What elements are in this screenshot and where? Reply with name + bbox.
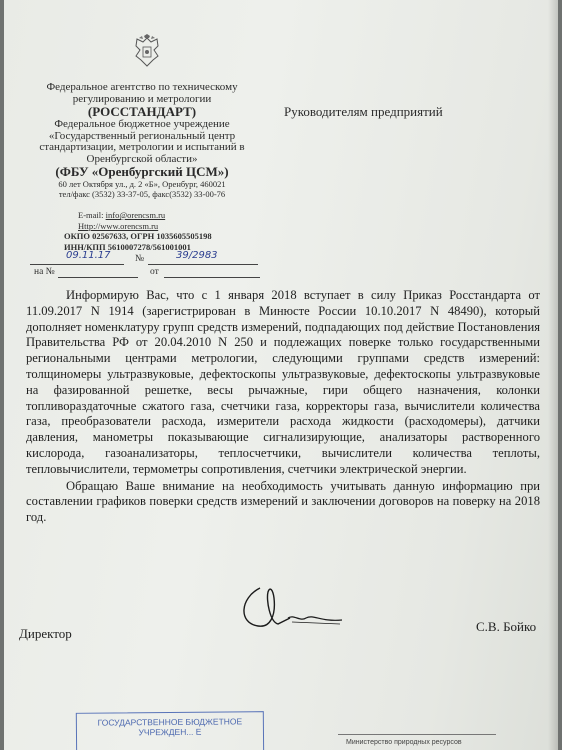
body-paragraph-1: Информирую Вас, что с 1 января 2018 вступает в силу Приказ Росстандарта от 11.09.2017 N 1914 (зарегистрирован в Минюсте России 10.10.2017 N 48490), который дополняет номенклатуру групп средств измерений, подпадающих под действие Постановления Правительства РФ от 20.04.2010 N 250 и подлежащих поверке только государственными региональными центрами метрологии, следующими группами средств измерений: толщиномеры ультразвуковые, дефектоскопы ультразвуковые, дефектоскопы ультразвуковые на фазированной решетке, весы рычажные, гири общего назначения, колонки топливораздаточные сжатого газа, счетчики газа, корректоры газа, вычислители количества газа, преобразователи расхода, измерители расхода жидкости (расходомеры), датчики давления, манометры показывающие сигнализирующие, анализаторы растворенного кислорода, газоанализаторы, теплосчетчики, вычислители количества теплоты, тепловычислители, термометры сопротивления, счетчики электрической энергии. xyxy=(26,288,540,476)
okpo-ogrn: ОКПО 02567633, ОГРН 1035605505198 xyxy=(64,231,212,241)
institution-address: 60 лет Октября ул., д. 2 «Б», Оренбург, 460021 xyxy=(58,179,226,189)
institution-phones: тел/факс (3532) 33-37-05, факс(3532) 33-00-76 xyxy=(58,189,226,199)
reference-date-line xyxy=(164,277,260,278)
body-paragraph-2: Обращаю Ваше внимание на необходимость учитывать данную информацию при составлении графиков поверки средств измерений и заключении договоров на поверку на 2018 год. xyxy=(26,478,540,525)
page-shadow-edge xyxy=(548,0,558,750)
handwritten-number: 39/2983 xyxy=(176,250,218,261)
signatory-title: Директор xyxy=(19,626,72,641)
incoming-stamp xyxy=(76,711,264,750)
institution-short-name: (ФБУ «Оренбургский ЦСМ») xyxy=(55,164,229,179)
reference-date-label: от xyxy=(150,267,159,277)
bottom-right-stamp xyxy=(338,734,496,750)
number-line xyxy=(148,264,258,265)
reference-number-label: на № xyxy=(34,267,55,277)
institution-name: Федеральное бюджетное учреждение «Государственный региональный центр стандартизации, метрологии и испытаний в Оренбургской области» xyxy=(39,118,245,165)
email-link[interactable]: info@orencsm.ru xyxy=(105,210,166,220)
stamp-line-2: УЧРЕЖДЕН... Е xyxy=(138,726,202,738)
letterhead xyxy=(18,82,266,199)
handwritten-date: 09.11.17 xyxy=(66,250,111,261)
coat-of-arms-icon xyxy=(131,34,163,70)
number-label: № xyxy=(135,254,145,264)
addressee: Руководителям предприятий xyxy=(284,104,443,119)
reference-number-line xyxy=(58,277,138,278)
date-line xyxy=(30,264,124,265)
stamp-line-1: ГОСУДАРСТВЕННОЕ БЮДЖЕТНОЕ xyxy=(97,716,243,728)
contact-block xyxy=(64,210,212,252)
handwritten-signature-icon xyxy=(230,578,350,638)
bottom-stamp-text: Министерство природных ресурсов xyxy=(346,739,462,746)
agency-short-name: (РОССТАНДАРТ) xyxy=(87,104,197,119)
signatory-name: С.В. Бойко xyxy=(476,619,537,634)
letter-page xyxy=(4,0,558,750)
agency-name: Федеральное агентство по техническому регулированию и метрологии xyxy=(46,81,238,105)
letter-body xyxy=(26,288,540,526)
website-link[interactable]: Http://www.orencsm.ru xyxy=(78,220,159,231)
inn-kpp: ИНН/КПП 5610007278/561001001 xyxy=(64,241,191,252)
email-label: E-mail: xyxy=(78,210,104,220)
